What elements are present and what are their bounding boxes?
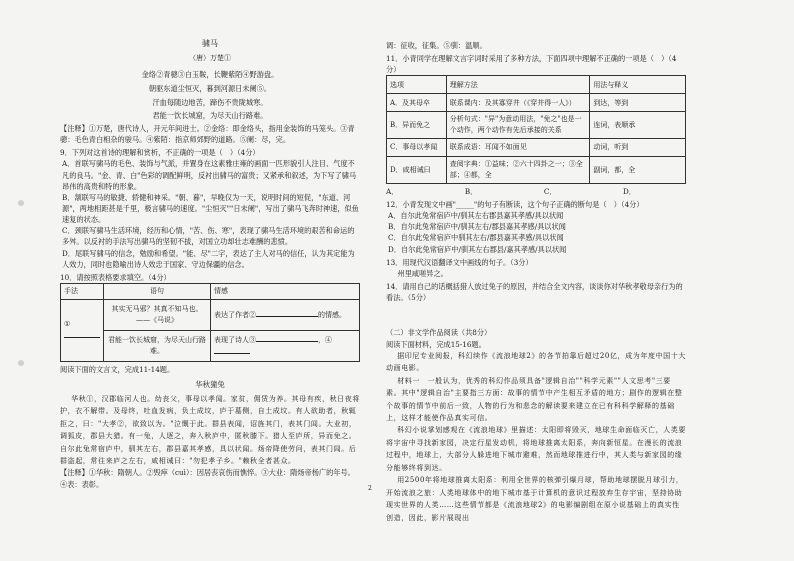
passage-text: 华秋①，汉郡临河人也。幼丧父，事母以孝闻。家贫，佣赁为养。其母有疾，秋日夜将护，衣不解带。及母终，吐血发病，负土成坟，庐于墓侧，自土成坟。有人欲助者，秋辄拒之，曰："大孝②，欲致以为。"泣慨于此。群县表闻，诏旌其门，表其门闾。大业初，调狐皮，郡县大猎。有一兔，人逐之，奔入秋庐中，匿秋膝下。猎人至庐所，异而免之。自尔此兔常宿庐中，驯其左右，郡县嘉其孝感，具以状闻。炀帝降使劳问，表其门闾。后群盗起，常往来庐之左右，咸相诫曰："勿犯孝子乡。"赖秋全者甚众。 [60,394,360,465]
poem-title: 骕马 [202,39,218,48]
q12-option-b[interactable]: B．自尔此兔常宿庐中/驯其左右/郡县嘉其孝感/具以状闻 [388,222,566,232]
q10-table [60,283,360,362]
poem-line: 朝驱东道尘恒灭，暮到河源日未阑⑤。 [148,83,272,93]
q11-choice-d[interactable]: D． [623,186,636,196]
passage-title: 华秋獞兔 [195,380,225,390]
q11-row-d-option: D．咸相诫曰 [387,157,447,184]
q10-header-sentence: 语句 [104,284,211,300]
q10-row2-sentence: 君能一饮长城窟，为尽天山行路难。 [104,331,211,362]
q11-table [386,75,686,183]
q11-row-c-method: 联系成语：耳闻不如面见 [446,139,590,157]
q11-header-option: 选项 [387,76,447,94]
q10-blank-1[interactable] [64,330,100,338]
q10-blank-4[interactable] [214,346,250,354]
q11-choice-a[interactable]: A． [386,186,399,196]
q11-header-usage: 用法与释义 [590,76,686,94]
q14-answer-space[interactable] [386,303,686,321]
q11-row-b-method: 分析句式："异"为意动用法，"免之"也是一个动作，两个动作有先后承接的关系 [446,112,590,139]
left-column [60,38,360,490]
q10-row2-feeling-prefix: 表现了诗人③ [214,336,257,345]
q10-header-feeling: 情感 [211,284,360,300]
q11-choices [386,186,686,197]
essay-paragraph: 材料一 一般认为，优秀的科幻作品须具备"逻辑自治""科学元素""人文思考"三要素。其中"逻辑自治"主要指三方面：故事的情节中产生相互矛盾的地方；剧作的逻辑在整个故事的情节中前后一致，人物的行为和悲念的解读要来建立在已有科科学解释的基础上，这样才能使作品真实可信。 [386,376,683,422]
q10-row1-label: ① [64,320,71,329]
q11-choice-b[interactable]: B． [464,186,478,196]
poem-author: （唐）万楚① [189,54,231,63]
q10-blank-3[interactable] [256,334,318,342]
q11-row-c-option: C．事母以孝闻 [387,139,447,157]
q11-row-d-usage: 副词，都，全 [590,157,686,184]
right-column [386,40,686,524]
q10-row1-sentence-cell [104,300,211,331]
binding-hole [18,360,24,366]
q10-row2-feeling-mid: ，④ [318,336,333,345]
essay-paragraph: 据印尼专业阅报，科幻续作《流浪地球2》的各节拍靠后超过20亿，成为年度中国十大动画电影。 [386,351,686,373]
q11-row-a-method: 联系课内：及其寡穿井（《穿井得一人》） [446,94,590,112]
q10-row1-feeling-prefix: 表达了作者② [214,311,257,320]
q12-stem: 12．小青发现文中画"_____"的句子有断读，这个句子正确的断句是（ ）（4分） [386,200,644,209]
q10-blank-2[interactable] [256,309,318,317]
page-number: 2 [368,485,372,492]
section-2-intro: 阅读下面材料，完成15-16题。 [386,339,486,349]
section-2-title: （二）非文学作品阅读（共8分） [386,328,492,338]
q10-row1-source: ——《马说》 [136,316,179,325]
q11-stem: 11．小青同学在理解文言字词时采用了多种方法，下面四项中理解不正确的一项是（ ）（4分） [386,54,677,75]
passage-note: 【注释】①华秋：隋朝人。②毁瘁（cuì）：因居丧哀伤而憔悴。③大业：隋炀帝杨广的年号。④表：表彰。 [60,468,355,489]
q10-row1-sentence: 其实无马邪？其真不知马也。 [111,305,203,314]
q11-row-b-option: B．异而免之 [387,112,447,139]
q9-stem: 9．下列对这首诗的理解和赏析，不正确的一项是（ ）（4分） [60,148,260,158]
poem-note: 【注释】①万楚，唐代诗人，开元年间进士。②金络：即金络头，指用金装饰的马笼头。③青骢：毛色青白相杂的骏马。④紫陌：指京师郊野的道路。⑤阑：尽，完。 [60,123,355,145]
note-continuation: 调：征收，征集。⑤驯：温顺。 [386,41,487,50]
q11-row-a-usage: 到达，等到 [590,94,686,112]
q10-row1-feeling-suffix: 的情感。 [318,311,347,320]
q10-method-cell [61,300,104,362]
q13-stem: 13．用现代汉语翻译文中画线的句子。（3分） [386,257,533,267]
q11-choice-c[interactable]: C． [543,186,557,196]
essay-paragraph: 用2500年将地球推离太阳系：利用全世界的核弹引爆月球，帮助地球摆脱月球引力，开始流浪之旅：人类地球体中的地下城市基于计算机的意识过程放弃生存宇宙，坚持协助现实世界的人类……这些情节都是《流浪地球2》的电影编剧组在原小说基础上的真实性创造，因此，影片展现出 [386,476,684,522]
q12-option-a[interactable]: A．自尔此兔常宿庐中/驯其左右郡县嘉其孝感/具以状闻 [388,211,564,221]
q10-stem: 10．请按照表格要求填空。（4分） [60,272,171,282]
poem-line: 金络②青骢③白玉鞍，长鞭紫陌④野游盘。 [141,70,279,80]
q11-row-c-usage: 动词，听到 [590,139,686,157]
poem-line: 汗血每随边地苦，蹄伤不贵陇城寒。 [152,97,268,107]
q11-row-d-method: 查阅字典：①益味；②六十四卦之一；③全部；④都，全 [446,157,590,184]
q9-option-a: A．首联写骕马的毛色、装饰与气派，并置身在这素雅庄雍的画面一匹形貌引人注目、气度不凡的良马。"金、青、白"色彩的调配鲜明，反衬出骕马的富贵；又紧承和叙述，为下写了骕马昂伟的高贵和特的形象。 [62,159,357,191]
q11-row-a-option: A．及其母卒 [387,94,447,112]
q10-header-method: 手法 [61,284,104,300]
q13-sentence: 州里咸嗟异之。 [397,268,448,278]
poem-line: 君能一饮长城窟，为尽天山行路难。 [152,111,268,121]
essay-paragraph: 科幻小说掌划感观在《流浪地球》里描述：太阳即将毁灭，地球生命面临灭亡，人类要将宇宙中寻找新家园，决定行星发动机，将地球推离太阳系，奔向新恒星。在漫长的流浪过程中，地球上，大部分人躲进地下城市避难，然而地球推进行中，其人类与新家园的缘分能够终将到达。 [386,426,686,472]
q9-option-b: B．颔联写马的敏捷、轿健和神采。"朝、暮"，早晚仅为一天，说明时间的短促，"东道、河源"，两地相距甚是千里，极言骕马的速度。"尘恒灭""日未阑"，写出了骕马飞奔时神速，似鱼速复的状态。 [62,192,359,225]
q9-option-c: C．颈联写骕马生活环境，经历和心情，"苦、伤、寒"，表现了骕马生活环境的艰苦和命运的多舛。以反衬的手法写出骕马的坚韧不拔，对国立功却壮志难酬的悲愤。 [62,226,355,247]
passage-intro: 阅读下面的文言文，完成11-14题。 [60,365,175,375]
q11-header-method: 理解方法 [446,76,590,94]
q10-row2-feeling-cell [211,331,360,362]
q14-stem: 14．请用自己的话概括猎人放过兔子的原因，并结合全文内容，谈谈你对华秋孝敬母亲行为的看法。（5分） [386,282,683,303]
q12-option-c[interactable]: C．自尔此兔常宿庐中驯其左右/郡县嘉其孝感/具以状闻 [388,233,564,243]
q11-row-b-usage: 连词，表顺承 [590,112,686,139]
q10-row1-feeling-cell [211,300,360,331]
binding-hole [18,200,24,206]
q9-option-d: D．尾联写骕马的信念，勉励和希望。"能、尽"二字，表达了主人对马的信任，认为其定能为人效力，同时也隐喻出诗人效忠于国家、守边保疆的信念。 [62,248,355,269]
q12-option-d[interactable]: D．自尔此兔常宿庐中/驯其左右郡县/嘉其孝感/具以状闻 [388,244,567,254]
